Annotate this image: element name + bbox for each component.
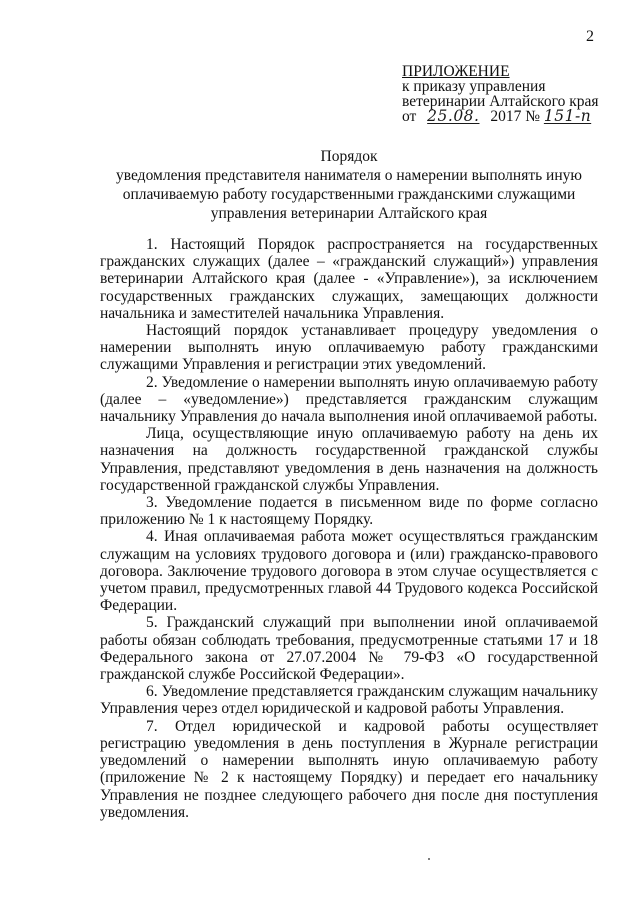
appendix-block [402, 64, 612, 124]
document-title [100, 147, 598, 223]
paragraph: 4. Иная оплачиваемая работа может осуществляться гражданским служащим на условиях трудового договора и (или) гражданско-правового договора. Заключение трудового договора в этом случае осуществляется с учетом правил, предусмотренных главой 44 Трудового кодекса Российской Федерации. [100, 528, 598, 615]
title-line-1: Порядок [320, 148, 378, 165]
year-number-label: 2017 № [490, 108, 540, 125]
paragraph: 7. Отдел юридической и кадровой работы осуществляет регистрацию уведомления в день поступления в Журнале регистрации уведомлений о намерении выполнять иную оплачиваемую работу (приложение № 2 к настоящему Порядку) и передает его начальнику Управления не позднее следующего рабочего дня после дня поступления уведомления. [100, 717, 598, 821]
document-body [100, 236, 598, 821]
handwritten-date: 25.08. [427, 107, 480, 125]
date-prefix: от [402, 108, 417, 125]
handwritten-order-number: 151-п [543, 107, 592, 125]
paragraph: Настоящий порядок устанавливает процедуру уведомления о намерении выполнять иную оплачиваемую работу гражданскими служащими Управления и регистрации этих уведомлений. [100, 322, 598, 374]
title-line-3: оплачиваемую работу государственными гражданскими служащими [122, 186, 576, 203]
page-number: 2 [586, 28, 594, 45]
paragraph: 1. Настоящий Порядок распространяется на государственных гражданских служащих (далее – «гражданский служащий») управления ветеринарии Алтайского края (далее - «Управление»), за исключением государственных гражданских служащих, замещающих должности начальника и заместителей начальника Управления. [100, 236, 598, 322]
paragraph: 5. Гражданский служащий при выполнении иной оплачиваемой работы обязан соблюдать требования, предусмотренные статьями 17 и 18 Федерального закона от 27.07.2004 № 79-ФЗ «О государственной гражданской службе Российской Федерации». [100, 614, 598, 684]
paragraph: Лица, осуществляющие иную оплачиваемую работу на день их назначения на должность государственной гражданской службы Управления, представляют уведомления в день назначения на должность государственной гражданской службы Управления. [100, 425, 598, 494]
appendix-title: ПРИЛОЖЕНИЕ [402, 63, 510, 80]
title-line-2: уведомления представителя нанимателя о намерении выполнять иную [116, 167, 582, 184]
appendix-line-2: ветеринарии Алтайского края [402, 93, 599, 110]
appendix-date-line [402, 109, 612, 124]
paragraph: 6. Уведомление представляется гражданским служащим начальнику Управления через отдел юридической и кадровой работы Управления. [100, 683, 598, 718]
scan-speck [428, 858, 430, 860]
paragraph: 3. Уведомление подается в письменном виде по форме согласно приложению № 1 к настоящему Порядку. [100, 494, 598, 529]
paragraph: 2. Уведомление о намерении выполнять иную оплачиваемую работу (далее – «уведомление») представляется гражданским служащим начальнику Управления до начала выполнения иной оплачиваемой работы. [100, 373, 598, 426]
appendix-line-1: к приказу управления [402, 78, 546, 95]
title-line-4: управления ветеринарии Алтайского края [210, 205, 488, 222]
